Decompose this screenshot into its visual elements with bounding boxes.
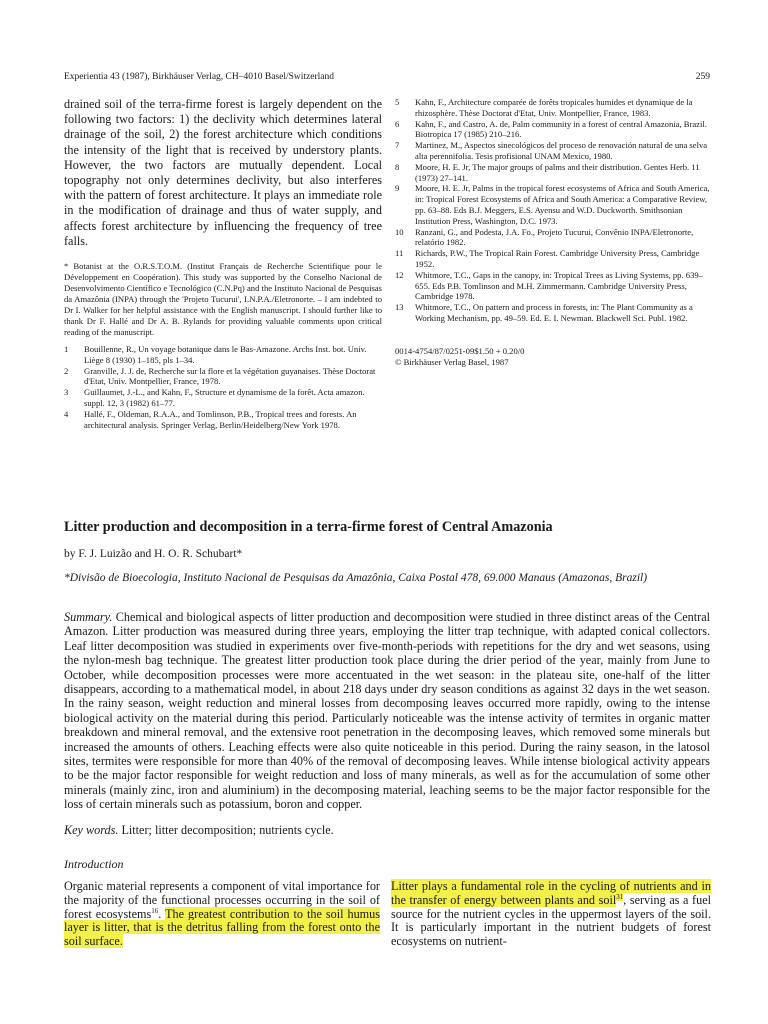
reference-number: 12 [395, 269, 404, 280]
reference-number: 1 [64, 344, 69, 355]
article-title: Litter production and decomposition in a terra-firme forest of Central Amazonia [64, 519, 553, 535]
reference-text: Ranzani, G., and Podesta, J.A. Fo., Projeto Tucurui, Convênio INPA/Eletronorte, relatório 1982. [415, 226, 694, 248]
reference-text: Bouillenne, R., Un voyage botanique dans le Bas-Amazone. Archs Inst. bot. Univ. Liège 8 (1930) 1–185, pls 1–34. [84, 344, 367, 365]
intro-left-paragraph [64, 880, 380, 949]
reference-list-right [395, 97, 710, 324]
reference-number: 10 [395, 226, 404, 237]
introduction-heading: Introduction [64, 857, 124, 871]
page-number: 259 [695, 72, 710, 82]
reference-number: 9 [395, 183, 400, 194]
reference-item [64, 409, 382, 431]
reference-item [64, 344, 382, 366]
reference-text: Richards, P.W., The Tropical Rain Forest. Cambridge University Press, Cambridge 1952. [415, 248, 700, 269]
highlighted-text: The greatest contribution to the soil humus layer is litter, that is the detritus falling from the forest onto the soil surface. [64, 906, 380, 949]
reference-item [395, 119, 710, 141]
reference-number: 4 [64, 408, 69, 419]
summary-paragraph [64, 610, 710, 812]
intro-left-text: Organic material represents a component of vital importance for the majority of the functional processes occurring in the soil of forest ecosystems [64, 879, 380, 921]
left-column [64, 97, 382, 430]
reference-text: Kahn, F., and Castro, A. de, Palm community in a forest of central Amazonia, Brazil. Biotropica 17 (1985) 210–216. [415, 118, 707, 140]
keywords-line [64, 823, 710, 837]
reference-text: Guillaumet, J.-L., and Kahn, F., Structure et dynamisme de la forêt. Acta amazon. suppl. 12, 3 (1982) 61–77. [84, 387, 365, 409]
reference-number: 5 [395, 97, 400, 107]
reference-item [395, 140, 710, 162]
reference-item [395, 248, 710, 270]
reference-number: 2 [64, 365, 69, 376]
reference-item [395, 302, 710, 324]
reference-number: 11 [395, 248, 404, 259]
reference-item [64, 387, 382, 409]
reference-text: Martinez, M., Aspectos sinecológicos del proceso de renovación natural de una selva alta perennifolia. Tesis profisional UNAM Mexico, 1980. [415, 140, 708, 161]
reference-list-left [64, 344, 382, 430]
reference-text: Kahn, F., Architecture comparée de forêts tropicales humides et dynamique de la rhizosphère. Thèse Doctorat d'Etat, Univ. Montpellier, France, 1983. [415, 97, 693, 118]
reference-item [395, 97, 710, 119]
reference-text: Moore, H. E. Jr, Palms in the tropical forest ecosystems of Africa and South America, in: Tropical Forest Ecosystems of Africa and South America: a Comparative Review, pp. 63–88. Eds B.J. Meggers, E.S. Ayensu and W.D. Duckworth. Smithsonian Institution Press, Washington, D.C. 1973. [415, 183, 710, 226]
reference-number: 6 [395, 118, 400, 129]
reference-item [395, 162, 710, 184]
citation-superscript: 16 [151, 906, 159, 915]
highlighted-text: Litter plays a fundamental role in the cycling of nutrients and in the transfer of energy between plants and soil [391, 879, 711, 907]
summary-text: Chemical and biological aspects of litter production and decomposition were studied in three distinct areas of the Central Amazon. Litter production was measured during three years, employing the litter trap technique, with adapted conical collectors. Leaf litter decomposition was studied in experiments over five-month-periods with repetitions for the dry and wet seasons, using the nylon-mesh bag technique. The greatest litter production took place during the drier period of the year, mainly from June to October, while decomposition processes were more accentuated in the wet season: in the plateau site, one-half of the litter disappears, according to a mathematical model, in about 218 days under dry season conditions as against 32 days in the wet season. In the rainy season, weight reduction and mineral losses from decomposing leaves occurred more rapidly, owing to the intense biological activity on the material during this period. Particularly noticeable was the intense activity of termites in organic matter breakdown and mineral removal, and the extensive root penetration in the decomposing leaves, which removed some minerals but increased the amounts of others. Leaching effects were also quite noticeable in this period. During the rainy season, in the latosol sites, termites were responsible for more than 40% of the removal of decomposing leaves. While intense biological activity appears to be the major factor responsible for weight reduction and loss of many minerals, as well as for the accumulation of some other minerals (mainly zinc, iron and aluminium) in the decomposing material, leaching seems to be the major factor responsible for the loss of certain minerals such as potassium, boron and copper. [64, 610, 710, 812]
reference-item [395, 270, 710, 302]
reference-item [64, 366, 382, 388]
reference-text: Moore, H. E. Jr, The major groups of palms and their distribution. Gentes Herb. 11 (1973) 27–141. [415, 161, 700, 183]
author-footnote: * Botanist at the O.R.S.T.O.M. (Institut Français de Recherche Scientifique pour le Développement en Coopération). This study was supported by the Conselho Nacional de Desenvolvimento Científico e Tecnológico (C.N.Pq) and the Instituto Nacional de Pesquisas da Amazônia (INPA) through the 'Projeto Tucurui', I.N.P.A./Eletronorte. – I am indebted to Dr I. Walker for her helpful assistance with the English manuscript. I should further like to thank Dr F. Hallé and Dr A. B. Rylands for providing valuable comments upon critical reading of the manuscript. [64, 261, 382, 338]
intro-right-text: , serving as a fuel source for the nutrient cycles in the uppermost layers of the soil. It is particularly important in the nutrient budgets of forest ecosystems on nutrient- [391, 892, 711, 949]
reference-number: 8 [395, 161, 400, 172]
left-body-paragraph: drained soil of the terra-firme forest is largely dependent on the following two factors: 1) the declivity which determines lateral drainage of the soil, 2) the forest architecture which conditions the intensity of the light that is received by understory plants. However, the two factors are mutually dependent. Local topography not only determines declivity, but also interferes with the pattern of forest architecture. It plays an immediate role in the modification of drainage and thus of water supply, and affects forest architecture by influencing the frequency of tree falls. [64, 97, 382, 248]
reference-text: Hallé, F., Oldeman, R.A.A., and Tomlinson, P.B., Tropical trees and forests. An architectural analysis. Springer Verlag, Berlin/Heidelberg/New York 1978. [84, 408, 357, 430]
keywords-label: Key words. [64, 823, 119, 837]
journal-citation: Experientia 43 (1987), Birkhäuser Verlag, CH–4010 Basel/Switzerland [64, 72, 334, 82]
reference-item [395, 227, 710, 249]
keywords-text: Litter; litter decomposition; nutrients cycle. [118, 823, 334, 837]
right-column [395, 97, 710, 368]
issn-code: 0014-4754/87/0251-09$1.50 + 0.20/0 [395, 345, 525, 356]
reference-text: Granville, J. J. de, Recherche sur la flore et la végétation guyanaises. Thèse Doctorat d'Etat, Univ. Montpellier, France, 1978. [84, 365, 376, 387]
reference-number: 7 [395, 140, 400, 151]
author-affiliation: *Divisão de Bioecologia, Instituto Nacional de Pesquisas da Amazônia, Caixa Postal 478, 69.000 Manaus (Amazonas, Brazil) [64, 572, 648, 584]
copyright-line: © Birkhäuser Verlag Basel, 1987 [395, 356, 509, 367]
reference-text: Whitmore, T.C., On pattern and process in forests, in: The Plant Community as a Working Mechanism, pp. 49–59. Ed. E. I. Newman. Blackwell Sci. Publ. 1982. [415, 302, 693, 323]
reference-number: 3 [64, 387, 69, 398]
reference-text: Whitmore, T.C., Gaps in the canopy, in: Tropical Trees as Living Systems, pp. 639–655. Eds P.B. Tomlinson and M.H. Zimmermann. Cambridge University Press, Cambridge 1978. [415, 269, 703, 302]
reference-number: 13 [395, 302, 404, 313]
copyright-block [395, 346, 710, 368]
running-header [64, 72, 710, 86]
intro-left-period: . [158, 906, 166, 921]
article-authors: by F. J. Luizão and H. O. R. Schubart* [64, 548, 243, 560]
citation-superscript: 31 [616, 892, 624, 901]
summary-label: Summary. [64, 610, 113, 624]
reference-item [395, 183, 710, 226]
intro-right-paragraph [391, 880, 711, 949]
